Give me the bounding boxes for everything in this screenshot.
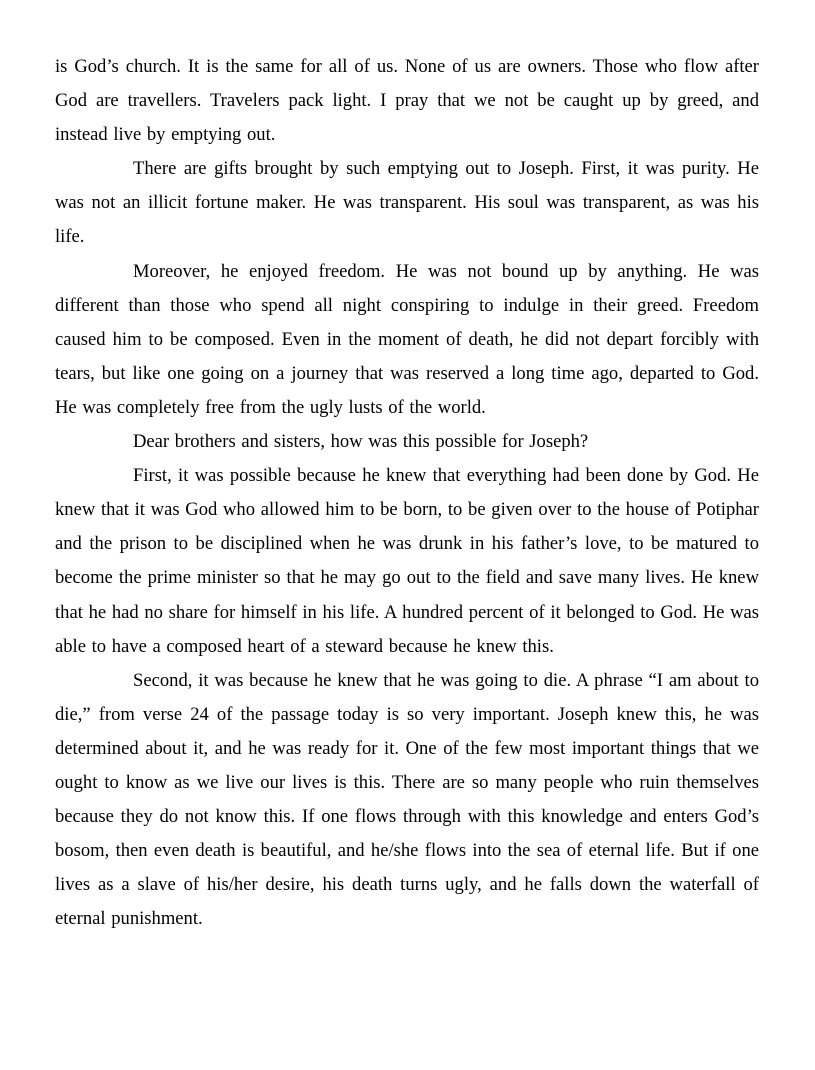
- paragraph-5: First, it was possible because he knew that everything had been done by God. He knew that it was God who allowed him to be born, to be given over to the house of Potiphar and the prison to be disciplined when he was drunk in his father’s love, to be matured to become the prime minister so that he may go out to the field and save many lives. He knew that he had no share for himself in his life. A hundred percent of it belonged to God. He was able to have a composed heart of a steward because he knew this.: [55, 465, 759, 657]
- paragraph-1: is God’s church. It is the same for all of us. None of us are owners. Those who flow after God are travellers. Travelers pack light. I pray that we not be caught up by greed, and instead live by emptying out.: [55, 56, 759, 146]
- paragraph-2: There are gifts brought by such emptying out to Joseph. First, it was purity. He was not an illicit fortune maker. He was transparent. His soul was transparent, as was his life.: [55, 158, 759, 248]
- document-page: [55, 50, 759, 936]
- paragraph-3: Moreover, he enjoyed freedom. He was not bound up by anything. He was different than those who spend all night conspiring to indulge in their greed. Freedom caused him to be composed. Even in the moment of death, he did not depart forcibly with tears, but like one going on a journey that was reserved a long time ago, departed to God. He was completely free from the ugly lusts of the world.: [55, 260, 759, 418]
- paragraph-4: Dear brothers and sisters, how was this possible for Joseph?: [133, 431, 589, 453]
- paragraph-6: Second, it was because he knew that he was going to die. A phrase “I am about to die,” from verse 24 of the passage today is so very important. Joseph knew this, he was determined about it, and he was ready for it. One of the few most important things that we ought to know as we live our lives is this. There are so many people who ruin themselves because they do not know this. If one flows through with this knowledge and enters God’s bosom, then even death is beautiful, and he/she flows into the sea of eternal life. But if one lives as a slave of his/her desire, his death turns ugly, and he falls down the waterfall of eternal punishment.: [55, 669, 759, 930]
